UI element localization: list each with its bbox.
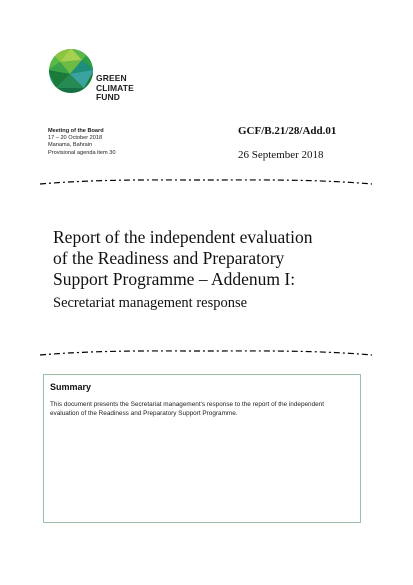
bottom-divider xyxy=(38,347,374,359)
title-line: of the Readiness and Preparatory xyxy=(53,248,285,268)
document-date: 26 September 2018 xyxy=(238,149,324,161)
meeting-location: Manama, Bahrain xyxy=(48,142,93,149)
meeting-agenda: Provisional agenda item 30 xyxy=(48,149,116,156)
meeting-info xyxy=(48,128,115,157)
document-code: GCF/B.21/28/Add.01 xyxy=(238,125,337,137)
summary-heading: Summary xyxy=(50,382,92,392)
logo-line: FUND xyxy=(96,92,121,102)
document-subtitle: Secretariat management response xyxy=(53,295,248,311)
gcf-logo xyxy=(48,48,148,108)
logo-line: GREEN xyxy=(96,73,127,83)
summary-box xyxy=(43,374,361,523)
logo-wordmark xyxy=(96,74,134,103)
document-title xyxy=(53,227,373,290)
logo-line: CLIMATE xyxy=(96,82,134,93)
title-line: Support Programme – Addenum I: xyxy=(53,269,296,289)
meeting-title: Meeting of the Board xyxy=(48,128,104,134)
top-divider xyxy=(38,176,374,188)
title-line: Report of the independent evaluation xyxy=(53,227,313,247)
meeting-dates: 17 – 20 October 2018 xyxy=(48,135,103,142)
summary-body: This document presents the Secretariat management's response to the report of the independent evaluation of the Readiness and Preparatory Support Programme. xyxy=(50,401,325,417)
green-climate-fund-globe-icon xyxy=(48,48,94,94)
